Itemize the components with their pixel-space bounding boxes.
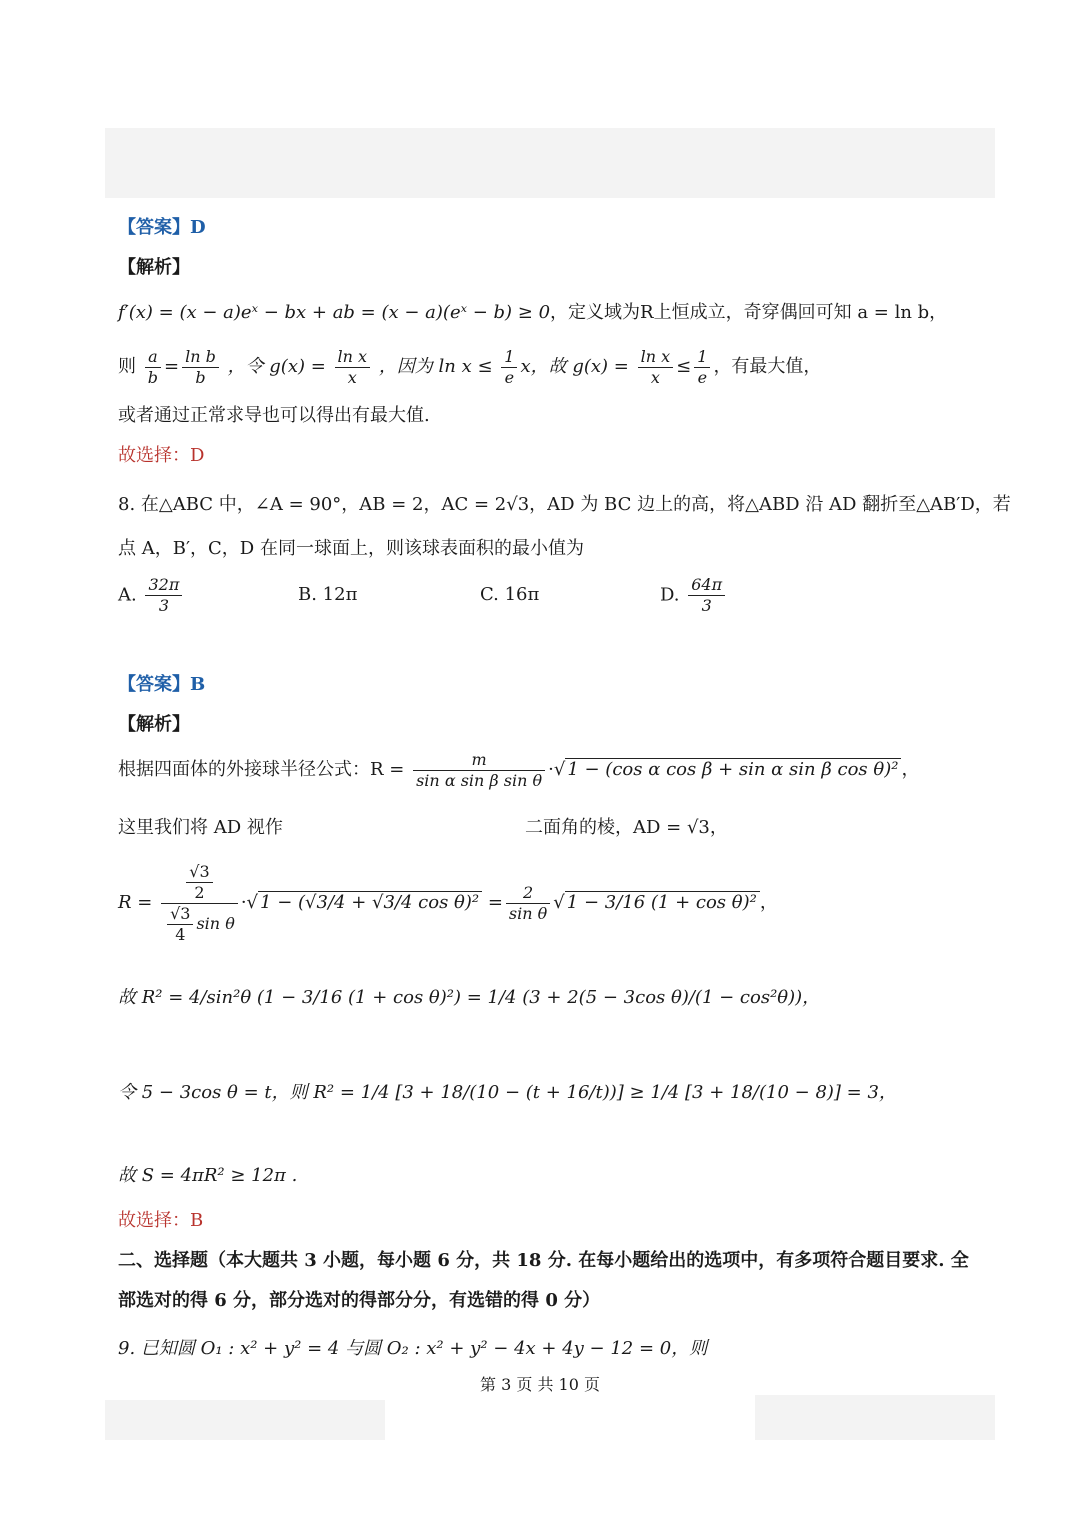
q8-option-c: C. 16π bbox=[480, 584, 540, 605]
scan-shade bbox=[105, 128, 995, 198]
q8-answer: 【答案】B bbox=[118, 674, 206, 695]
q8-r-prefix: R = bbox=[118, 892, 153, 913]
q7-step2: 则 $\frac{a}{b}$ = $\frac{\text{ln b}}{b}$ ，令 g(x) = $\frac{\text{ln x}}{x}$ ，因为 ln x ≤ $\frac{1}{e}$ x，故 g(x) = $\frac{\text{ln x}}{x}$ ≤ $\frac{1}{e}$ ，有最大值， bbox=[118, 346, 822, 387]
q7-frac-ab: $\frac{a}{b}$ bbox=[145, 347, 161, 388]
q8-formula-prefix: 根据四面体的外接球半径公式：R = bbox=[118, 759, 405, 780]
scan-shade-bottom-right bbox=[755, 1395, 995, 1440]
q8-r-bigfrac: $\frac{√3}{2}$ $\frac{√3}{4}$ sin θ bbox=[161, 862, 238, 945]
q8-analysis-label: 【解析】 bbox=[118, 714, 190, 735]
q7-frac-lnb-b: $\frac{\text{ln b}}{b}$ bbox=[182, 347, 219, 388]
q8-option-a-frac: $\frac{32\pi}{3}$ bbox=[145, 575, 182, 616]
q7-step1 bbox=[118, 300, 947, 326]
q8-line2: 点 A，B′，C，D 在同一球面上，则该球表面积的最小值为 bbox=[118, 538, 584, 559]
q8-r-root: 1 − (√3/4 + √3/4 cos θ)² bbox=[258, 891, 482, 913]
q8-ad-right: 二面角的棱，AD = √3， bbox=[525, 817, 728, 838]
scan-shade-bottom-left bbox=[105, 1400, 385, 1440]
q7-step2-xgu: x，故 g(x) = bbox=[520, 356, 629, 377]
q8-r-formula: R = $\frac{√3}{2}$ $\frac{√3}{4}$ sin θ ·√ 1 − (√3/4 + √3/4 cos θ)² = $\frac{2}{\text{sin θ}}$ √ 1 − 3/16 (1 + cos θ)² ， bbox=[118, 861, 778, 944]
section2-line1: 二、选择题（本大题共 3 小题，每小题 6 分，共 18 分. 在每小题给出的选项中，有多项符合题目要求. 全 bbox=[118, 1250, 969, 1271]
q8-formula-frac: $\frac{m}{\text{sin α sin β sin θ}}$ bbox=[413, 750, 545, 791]
q8-option-a: A. $\frac{32\pi}{3}$ bbox=[118, 575, 185, 616]
q8-ad-left: 这里我们将 AD 视作 bbox=[118, 817, 283, 838]
q7-frac-1-e: $\frac{1}{e}$ bbox=[501, 347, 517, 388]
q8-option-b: B. 12π bbox=[298, 584, 358, 605]
q7-step2-because: ，因为 ln x ≤ bbox=[378, 356, 493, 377]
q7-step1-text: ，定义域为R上恒成立，奇穿偶回可知 a = ln b， bbox=[550, 302, 948, 323]
q9-line: 9. 已知圆 O₁ : x² + y² = 4 与圆 O₂ : x² + y² − 4x + 4y − 12 = 0，则 bbox=[118, 1338, 708, 1359]
q8-r-frac2: $\frac{2}{\text{sin θ}}$ bbox=[506, 883, 550, 924]
section2-line2: 部选对的得 6 分，部分选对的得部分分，有选错的得 0 分） bbox=[118, 1290, 601, 1311]
page-footer: 第 3 页 共 10 页 bbox=[480, 1375, 600, 1394]
q7-frac-lnx-x: $\frac{\text{ln x}}{x}$ bbox=[335, 347, 371, 388]
q8-r2-line: 故 R² = 4/sin²θ (1 − 3/16 (1 + cos θ)²) = 1/4 (3 + 2(5 − 3cos θ)/(1 − cos²θ))， bbox=[118, 987, 821, 1008]
q8-option-d: D. $\frac{64\pi}{3}$ bbox=[660, 575, 728, 616]
q8-line1: 8. 在△ABC 中，∠A = 90°，AB = 2，AC = 2√3，AD 为 BC 边上的高，将△ABD 沿 AD 翻折至△AB′D，若 bbox=[118, 494, 1011, 515]
q8-formula-root: 1 − (cos α cos β + sin α sin β cos θ)² bbox=[565, 758, 901, 780]
q7-step2-prefix: 则 bbox=[118, 356, 136, 377]
q8-s-line: 故 S = 4πR² ≥ 12π . bbox=[118, 1165, 298, 1186]
q7-step3: 或者通过正常求导也可以得出有最大值. bbox=[118, 405, 430, 426]
q7-analysis-label: 【解析】 bbox=[118, 257, 190, 278]
q7-frac-lnx-x-2: $\frac{\text{ln x}}{x}$ bbox=[638, 347, 674, 388]
q8-formula: 根据四面体的外接球半径公式：R = $\frac{m}{\text{sin α sin β sin θ}}$ ·√ 1 − (cos α cos β + sin α sin β cos θ)² ， bbox=[118, 749, 920, 790]
q7-frac-1-e-2: $\frac{1}{e}$ bbox=[694, 347, 710, 388]
q7-answer: 【答案】D bbox=[118, 217, 206, 238]
q8-t-line: 令 5 − 3cos θ = t，则 R² = 1/4 [3 + 18/(10 − (t + 16/t))] ≥ 1/4 [3 + 18/(10 − 8)] = 3， bbox=[118, 1082, 897, 1103]
q7-step2-let: ，令 g(x) = bbox=[227, 356, 326, 377]
q7-step1-formula: f′(x) = (x − a)eˣ − bx + ab = (x − a)(eˣ − b) ≥ 0 bbox=[118, 302, 551, 323]
q7-step2-end: ，有最大值， bbox=[713, 356, 822, 377]
q8-choose: 故选择：B bbox=[118, 1210, 204, 1231]
q7-choose: 故选择：D bbox=[118, 445, 205, 466]
q8-r-root2: 1 − 3/16 (1 + cos θ)² bbox=[565, 891, 760, 913]
q8-option-d-frac: $\frac{64\pi}{3}$ bbox=[688, 575, 725, 616]
